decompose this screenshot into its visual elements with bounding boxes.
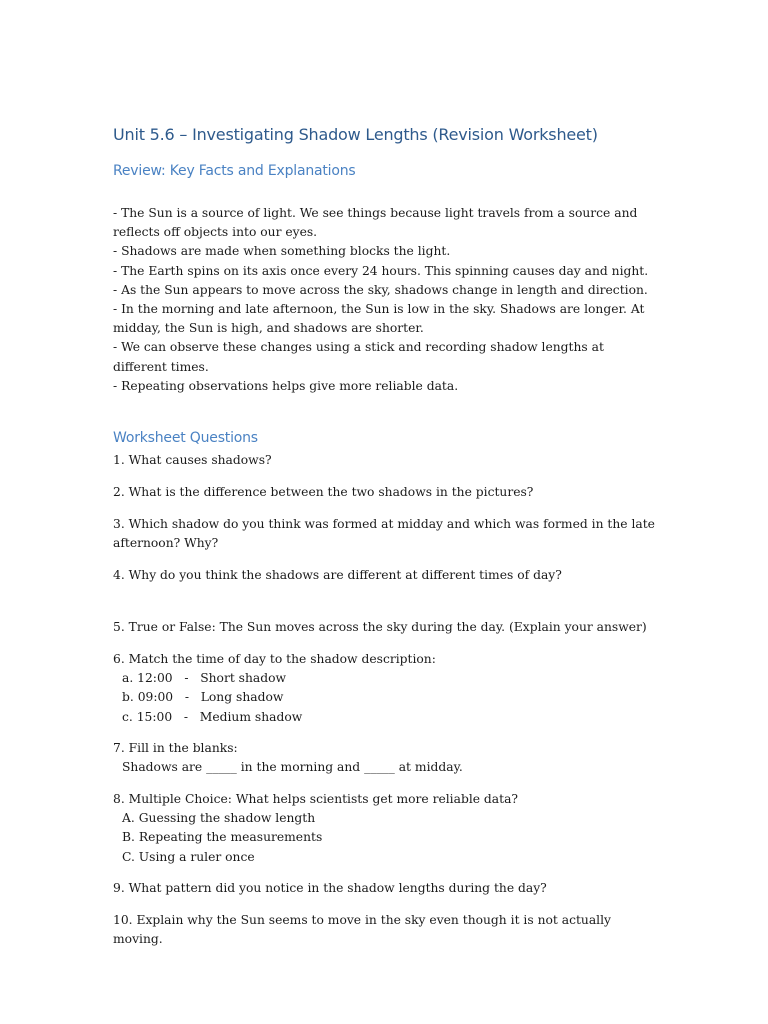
fact-item: - As the Sun appears to move across the sky, shadows change in length and direction. bbox=[113, 282, 648, 297]
question-9: 9. What pattern did you notice in the shadow lengths during the day? bbox=[113, 881, 547, 895]
fact-item: - We can observe these changes using a stick and recording shadow lengths at different times. bbox=[113, 340, 604, 374]
fill-in-line: Shadows are _____ in the morning and _____ at midday. bbox=[122, 760, 463, 775]
fact-item: - The Earth spins on its axis once every 24 hours. This spinning causes day and night. bbox=[113, 263, 649, 278]
choice-option: B. Repeating the measurements bbox=[122, 830, 323, 845]
choice-option: C. Using a ruler once bbox=[122, 849, 255, 864]
fact-item: - In the morning and late afternoon, the Sun is low in the sky. Shadows are longer. At midday, the Sun is high, and shadows are shorter. bbox=[113, 302, 645, 336]
match-item: b. 09:00 - Long shadow bbox=[122, 690, 284, 705]
question-3: 3. Which shadow do you think was formed at midday and which was formed in the late afternoon? Why? bbox=[113, 517, 655, 551]
question-10: 10. Explain why the Sun seems to move in the sky even though it is not actually moving. bbox=[113, 913, 611, 947]
question-6 bbox=[113, 650, 658, 727]
facts-list bbox=[113, 204, 658, 396]
question-4: 4. Why do you think the shadows are different at different times of day? bbox=[113, 568, 562, 582]
match-item: a. 12:00 - Short shadow bbox=[122, 671, 287, 686]
question-5: 5. True or False: The Sun moves across the sky during the day. (Explain your answer) bbox=[113, 620, 647, 634]
question-7 bbox=[113, 739, 658, 777]
review-heading: Review: Key Facts and Explanations bbox=[113, 163, 356, 179]
fact-item: - Shadows are made when something blocks the light. bbox=[113, 244, 451, 259]
fact-item: - The Sun is a source of light. We see things because light travels from a source and reflects off objects into our eyes. bbox=[113, 206, 638, 240]
choice-option: A. Guessing the shadow length bbox=[122, 811, 316, 826]
question-6-text: 6. Match the time of day to the shadow description: bbox=[113, 652, 436, 666]
match-item: c. 15:00 - Medium shadow bbox=[122, 709, 303, 724]
question-8-text: 8. Multiple Choice: What helps scientists get more reliable data? bbox=[113, 792, 519, 806]
questions-heading: Worksheet Questions bbox=[113, 430, 258, 446]
question-2: 2. What is the difference between the two shadows in the pictures? bbox=[113, 485, 534, 499]
page-title: Unit 5.6 – Investigating Shadow Lengths (Revision Worksheet) bbox=[113, 125, 598, 144]
question-8 bbox=[113, 790, 658, 867]
question-7-text: 7. Fill in the blanks: bbox=[113, 741, 238, 755]
question-1: 1. What causes shadows? bbox=[113, 453, 272, 467]
fact-item: - Repeating observations helps give more reliable data. bbox=[113, 378, 459, 393]
